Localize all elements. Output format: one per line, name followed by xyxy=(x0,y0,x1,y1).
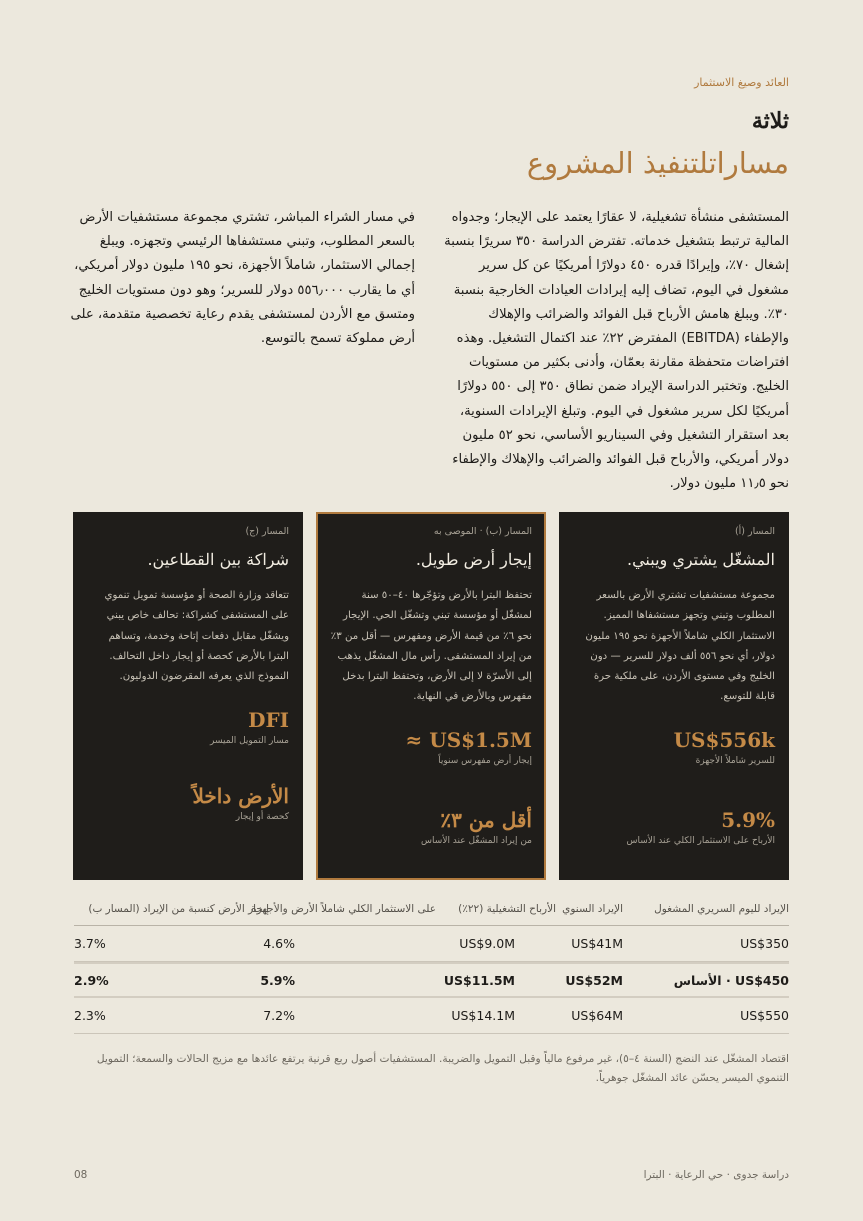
metric-caption: إيجار أرض مفهرس سنوياً xyxy=(438,756,532,766)
card-title: شراكة بين القطاعين. xyxy=(147,550,289,569)
table-cell: US$11.5M xyxy=(443,972,515,988)
table-cell: US$52M xyxy=(565,972,623,988)
metric-caption: مسار التمويل الميسر xyxy=(210,736,289,746)
table-cell: 3.7% xyxy=(74,936,106,951)
metric-value: US$556k xyxy=(673,728,775,752)
section-number: ثلاثة xyxy=(751,108,789,134)
table-cell: US$550 xyxy=(740,1008,789,1023)
card-metric-primary xyxy=(330,728,532,766)
card-kicker: المسار (ب) · الموصى به xyxy=(433,526,532,537)
metric-value: 5.9% xyxy=(721,808,775,832)
table-cell: US$64M xyxy=(571,1008,623,1023)
table-cell: 2.3% xyxy=(74,1008,106,1023)
intro-paragraph-right: المستشفى منشأة تشغيلية، لا عقارًا يعتمد على الإيجار؛ وجدواه المالية ترتبط بتشغيل خدماته. تفترض الدراسة ٣٥٠ سريرًا بنسبة إشغال ٧٠٪، وإيرادًا قدره ٤٥٠ دولارًا أمريكيًا عن كل سرير مشغول في اليوم، تضاف إليه إيرادات العيادات الخارجية بنسبة ٣٠٪. ويبلغ هامش الأرباح قبل الفوائد والضرائب والإهلاك والإطفاء (EBITDA) المفترض ٢٢٪ عند اكتمال التشغيل. وهذه افتراضات متحفظة مقارنة بعمّان، وأدنى بكثير من مستويات الخليج. وتختبر الدراسة الإيراد ضمن نطاق ٣٥٠ إلى ٥٥٠ دولارًا أمريكيًا لكل سرير مشغول في اليوم. وتبلغ الإيرادات السنوية، بعد استقرار التشغيل وفي السيناريو الأساسي، نحو ٥٢ مليون دولار أمريكي، والأرباح قبل الفوائد والضرائب والإهلاك والإطفاء نحو ١١٫٥ مليون دولار. xyxy=(444,210,789,492)
section-label: العائد وصيغ الاستثمار xyxy=(694,76,789,89)
column-header: على الاستثمار الكلي شاملاً الأرض والأجهزة xyxy=(251,903,436,915)
card-body: مجموعة مستشفيات تشتري الأرض بالسعر المطلوب وتبني وتجهز مستشفاها المميز. الاستثمار الكلي شاملاً الأجهزة نحو ١٩٥ مليون دولار، أي نحو ٥٥٦ ألف دولار للسرير — دون الخليج وفي مستوى الأردن، على ملكية حرة قابلة للتوسع. xyxy=(585,590,775,703)
table-cell: 2.9% xyxy=(74,972,109,988)
table-header xyxy=(74,900,789,926)
table-cell: US$350 xyxy=(740,936,789,951)
table-row xyxy=(74,926,789,962)
table-cell: US$14.1M xyxy=(451,1008,515,1023)
metric-value: أقل من ٣٪ xyxy=(440,808,532,832)
metric-value: الأرض داخلاً xyxy=(192,784,289,808)
card-title: إيجار أرض طويل. xyxy=(415,550,532,569)
column-header: إيجار الأرض كنسبة من الإيراد (المسار ب) xyxy=(88,903,269,915)
card-metric-primary xyxy=(573,728,775,766)
card-metric-secondary xyxy=(573,808,775,846)
card-metric-secondary xyxy=(330,808,532,846)
table-cell: US$450 · الأساس xyxy=(673,972,789,988)
table-cell: 7.2% xyxy=(263,1008,295,1023)
metric-caption: كحصة أو إيجار xyxy=(235,812,289,822)
intro-paragraph-left: في مسار الشراء المباشر، تشتري مجموعة مستشفيات الأرض بالسعر المطلوب، وتبني مستشفاها الرئيسي وتجهزه. ويبلغ إجمالي الاستثمار، شاملاً الأجهزة، نحو ١٩٥ مليون دولار أمريكي، أي ما يقارب ٥٥٦٫٠٠٠ دولار للسرير؛ وهو دون مستويات الخليج ومتسق مع الأردن لمستشفى يقدم رعاية تخصصية متقدمة، على أرض مملوكة تسمح بالتوسع. xyxy=(70,210,415,347)
card-metric-secondary xyxy=(87,784,289,822)
footer-document-title: دراسة جدوى · حي الرعاية · البترا xyxy=(643,1169,789,1181)
card-path-c xyxy=(73,512,303,880)
footer-page-number: 08 xyxy=(74,1169,88,1181)
card-body: تحتفظ البترا بالأرض وتؤجّرها ٤٠–٥٠ سنة لمشغّل أو مؤسسة تبني وتشغّل الحي. الإيجار نحو ٦٪ من قيمة الأرض ومفهرس — أقل من ٣٪ من إيراد المستشفى. رأس مال المشغّل يذهب إلى الأسرّة لا إلى الأرض، وتحتفظ البترا بدخل مفهرس وبالأرض في النهاية. xyxy=(330,590,532,703)
table-cell: 4.6% xyxy=(263,936,295,951)
page-title: مساراتلتنفيذ المشروع xyxy=(526,146,789,180)
card-kicker: المسار (أ) xyxy=(734,526,775,537)
card-kicker: المسار (ج) xyxy=(245,526,289,537)
table-row xyxy=(74,998,789,1034)
column-header: الإيراد لليوم السريري المشغول xyxy=(654,903,789,915)
pathway-cards xyxy=(74,512,789,880)
card-metric-primary xyxy=(87,708,289,746)
card-title: المشغّل يشتري ويبني. xyxy=(626,550,775,569)
metric-value: DFI xyxy=(248,708,289,732)
column-header: الإيراد السنوي xyxy=(562,903,623,915)
card-path-a xyxy=(559,512,789,880)
column-header: الأرباح التشغيلية (٢٢٪) xyxy=(458,903,556,915)
table-cell: US$9.0M xyxy=(459,936,515,951)
card-path-b xyxy=(316,512,546,880)
table-row-base-case xyxy=(74,962,789,998)
table-cell: US$41M xyxy=(571,936,623,951)
metric-caption: من إيراد المشغّل عند الأساس xyxy=(421,836,532,846)
sensitivity-table xyxy=(74,900,789,1034)
card-body: تتعاقد وزارة الصحة أو مؤسسة تمويل تنموي على المستشفى كشراكة: تحالف خاص يبني ويشغّل مقابل دفعات إتاحة وخدمة، وتساهم البترا بالأرض كحصة أو إيجار داخل التحالف. النموذج الذي يعرفه المقرضون الدوليون. xyxy=(104,590,289,683)
table-footnote: اقتصاد المشغّل عند النضج (السنة ٤–٥)، غير مرفوع مالياً وقبل التمويل والضريبة. المستشفيات أصول ربع قرنية يرتفع عائدها مع مزيج الحالات والسمعة؛ التمويل التنموي الميسر يحسّن عائد المشغّل جوهرياً. xyxy=(96,1053,789,1084)
metric-caption: الأرباح على الاستثمار الكلي عند الأساس xyxy=(626,836,775,846)
metric-caption: للسرير شاملاً الأجهزة xyxy=(695,756,775,766)
metric-value: ≈ US$1.5M xyxy=(405,728,532,752)
table-cell: 5.9% xyxy=(260,972,295,988)
